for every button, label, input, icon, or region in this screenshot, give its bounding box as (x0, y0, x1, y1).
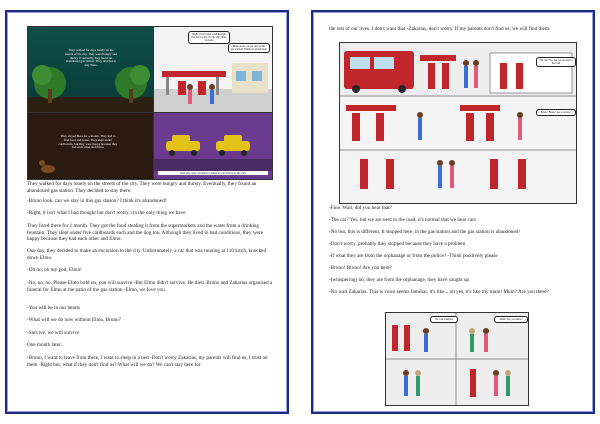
paragraph: -Fine. Wait, did you hear that? (329, 205, 393, 211)
paragraph: -No, no, no. Please Elmo hold on, you will survive -But Elmo didn't survive. He died. Bruno and Zakarias organised a funeral for Elmo at the patio of the gas station -Elmo, we love you (27, 280, 273, 293)
speech-bubble: Right, it isn't what I had thought but don't worry, it's the only thing we have (188, 31, 230, 44)
paragraph: -Oh no, oh my god, Elmo! (27, 267, 82, 273)
paragraph: One day, they decided to make an excursion to the city. Unfortunately, a car that was running at 110 km/h, knocked down Elmo. (27, 248, 267, 261)
speech-bubble: Bruno! Bruno! Are you here? (536, 109, 576, 116)
speech-bubble: Bruno look, can we stay in this gas station? I think it's abandoned! (228, 43, 270, 53)
speech-bubble: The car? Yes, but we are next to the road (536, 57, 576, 67)
trees-illustration (28, 27, 154, 113)
paragraph: -Bruno look, can we stay in this gas station? I think it's abandoned! (27, 198, 167, 204)
paragraph: -What will we do now without Elmo, Bruno? (27, 317, 121, 323)
paragraph: -Bruno, I want to leave from there, I want to sleep in a bed -Don't worry Zakarias, my parents will find us, I trust on them -Right but, what if they don't find us? What will we do? We can't stay here for (27, 355, 268, 368)
paragraph: -No but, this is different. It stopped here, in the gas station and the gas station is abandoned! (329, 229, 520, 235)
panel-caption: They stayed there for a month. They had to find food and water. They slept under cardboards, but they were happy because they had each other and Elmo. (58, 134, 118, 150)
left-page (5, 10, 289, 414)
comic-panel-gas-station (153, 26, 273, 114)
comic-panel-cars (153, 112, 273, 180)
paragraph: -(whispering) no, they are from the orphanage, they have caught up (329, 277, 470, 283)
paragraph: -Survive, we will survive (27, 330, 80, 336)
paragraph: the rest of our lives. I don't want that -Zakarias, don't worry. If my parents don't find us, we will find them. (329, 26, 551, 32)
cars-illustration (154, 113, 272, 179)
paragraph: -If what they are from the orphanage or from the police? -Think positively please (329, 253, 498, 259)
paragraph: They lived there for 1 month. They got the food stealing it from the supermarkets and the water from a drinking fountain. They slept under five cardboards each and the dog too. Although they lived in bad conditions, they were happy because they had each other and Elmo. (27, 223, 264, 243)
comic-panel-night-trees (27, 26, 155, 114)
paragraph: -You will be in our hearts (27, 305, 80, 311)
speech-bubble: Mum? Are you there? (494, 316, 528, 323)
paragraph: -Bruno! Bruno! Are you here? (329, 265, 392, 271)
comic-strip-gas-station (339, 42, 577, 204)
panel-caption: They walked for days lonely on the streets of the city. They were hungry and thirsty. Eventually, they found an abandoned gas station. They decided to stay there. (65, 48, 117, 68)
comic-panel-dark (27, 112, 155, 180)
reunion-illustration (386, 313, 528, 405)
right-page (311, 10, 595, 414)
paragraph: -The car? Yes, but we are next to the road, it's normal that we hear cars (329, 217, 476, 223)
paragraph: One month later... (27, 342, 65, 348)
paragraph: They walked for days lonely on the streets of the city. They were hungry and thirsty. Eventually, they found an abandoned gas station. They decided to stay there. (27, 181, 257, 194)
panel-caption-strip: One day, they decided to make an excursion to the city (158, 171, 268, 175)
paragraph: -Right, it isn't what I had thought but don't worry, it's the only thing we have (27, 210, 186, 216)
paragraph: -No wait Zakarias. This is voice seems familiar, it's like... oh yes, it's like my mum! Mum? Are you there? (329, 289, 549, 295)
comic-panel-reunion (385, 312, 529, 406)
paragraph: -Don't worry, probably they stopped because they have a problem (329, 241, 466, 247)
speech-bubble: No wait Zakarias (430, 316, 458, 323)
